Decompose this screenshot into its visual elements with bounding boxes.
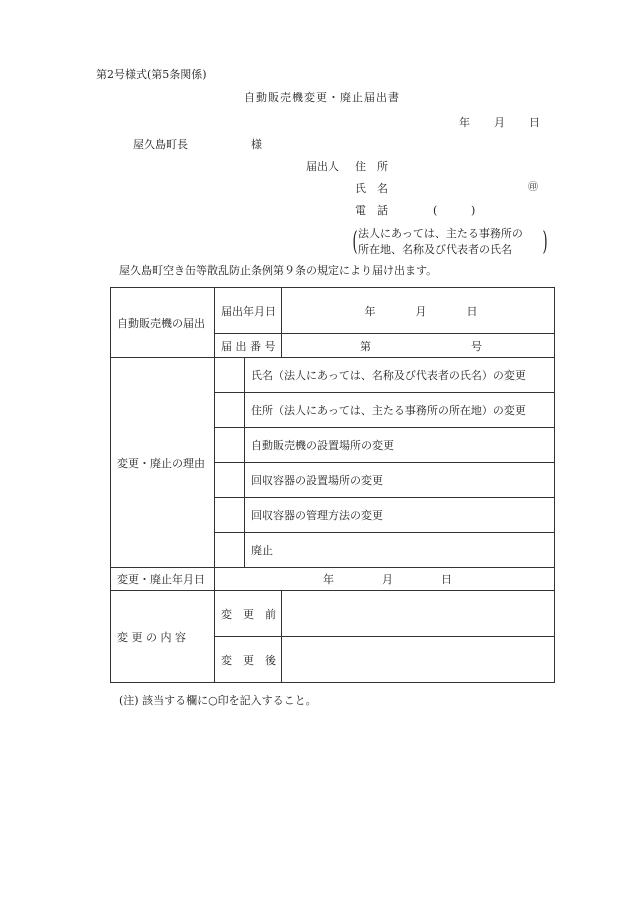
notice-number-label: 届 出 番 号 xyxy=(215,334,282,358)
form-number: 第2号様式(第5条関係) xyxy=(96,68,207,81)
phone-paren-close: ) xyxy=(471,204,476,217)
change-date-day: 日 xyxy=(441,573,452,586)
document-title: 自動販売機変更・廃止届出書 xyxy=(244,91,400,104)
notice-date-year: 年 xyxy=(364,304,376,318)
reason-option: 回収容器の管理方法の変更 xyxy=(245,498,555,533)
after-label: 変 更 後 xyxy=(215,637,282,683)
notice-date-day: 日 xyxy=(466,304,478,318)
reason-checkbox[interactable] xyxy=(215,533,245,568)
date-year-label: 年 xyxy=(459,116,470,129)
notice-number-dai: 第 xyxy=(360,339,371,353)
corporate-note-line2: 所在地、名称及び代表者の氏名 xyxy=(358,243,512,256)
phone-paren-open: ( xyxy=(433,204,438,217)
address-label: 住 所 xyxy=(355,160,388,173)
statement-text: 屋久島町空き缶等散乱防止条例第９条の規定により届け出ます。 xyxy=(119,264,438,277)
note-bracket-open: ( xyxy=(352,227,358,257)
reason-checkbox[interactable] xyxy=(215,428,245,463)
seal-mark: ㊞ xyxy=(528,182,538,193)
table-row xyxy=(111,591,555,637)
phone-label: 電 話 xyxy=(355,204,388,217)
before-label: 変 更 前 xyxy=(215,591,282,637)
date-month-label: 月 xyxy=(494,116,505,129)
change-date-field[interactable] xyxy=(215,568,555,591)
notice-number-field[interactable] xyxy=(282,334,555,358)
notice-date-field[interactable] xyxy=(282,288,555,334)
before-field[interactable] xyxy=(282,591,555,637)
corporate-note xyxy=(352,226,548,258)
reason-checkbox[interactable] xyxy=(215,393,245,428)
notice-number-go: 号 xyxy=(471,339,482,353)
change-date-label: 変更・廃止年月日 xyxy=(111,568,215,591)
change-date-month: 月 xyxy=(382,573,393,586)
notice-date-label: 届出年月日 xyxy=(215,288,282,334)
table-row xyxy=(111,288,555,334)
corporate-note-line1: 法人にあっては、主たる事務所の xyxy=(358,227,523,240)
reason-row xyxy=(111,358,555,393)
submission-date xyxy=(459,117,540,128)
content-label: 変 更 の 内 容 xyxy=(111,591,215,683)
reason-option: 回収容器の設置場所の変更 xyxy=(245,463,555,498)
notice-date-month: 月 xyxy=(415,304,427,318)
honorific: 様 xyxy=(251,138,262,151)
addressee: 屋久島町長 xyxy=(133,138,188,151)
applicant-label: 届出人 xyxy=(306,160,339,173)
reason-option: 廃止 xyxy=(245,533,555,568)
note-bracket-close: ) xyxy=(542,227,548,257)
reason-checkbox[interactable] xyxy=(215,358,245,393)
after-field[interactable] xyxy=(282,637,555,683)
reason-checkbox[interactable] xyxy=(215,498,245,533)
change-date-year: 年 xyxy=(323,573,334,586)
reason-option: 自動販売機の設置場所の変更 xyxy=(245,428,555,463)
date-day-label: 日 xyxy=(529,116,540,129)
reason-option: 氏名（法人にあっては、名称及び代表者の氏名）の変更 xyxy=(245,358,555,393)
footnote: (注) 該当する欄に○印を記入すること。 xyxy=(119,694,317,707)
name-label: 氏 名 xyxy=(355,182,388,195)
table-row xyxy=(111,568,555,591)
reason-checkbox[interactable] xyxy=(215,463,245,498)
vm-notice-label: 自動販売機の届出 xyxy=(111,288,215,358)
reason-label: 変更・廃止の理由 xyxy=(111,358,215,568)
reason-option: 住所（法人にあっては、主たる事務所の所在地）の変更 xyxy=(245,393,555,428)
notification-table xyxy=(110,287,555,683)
